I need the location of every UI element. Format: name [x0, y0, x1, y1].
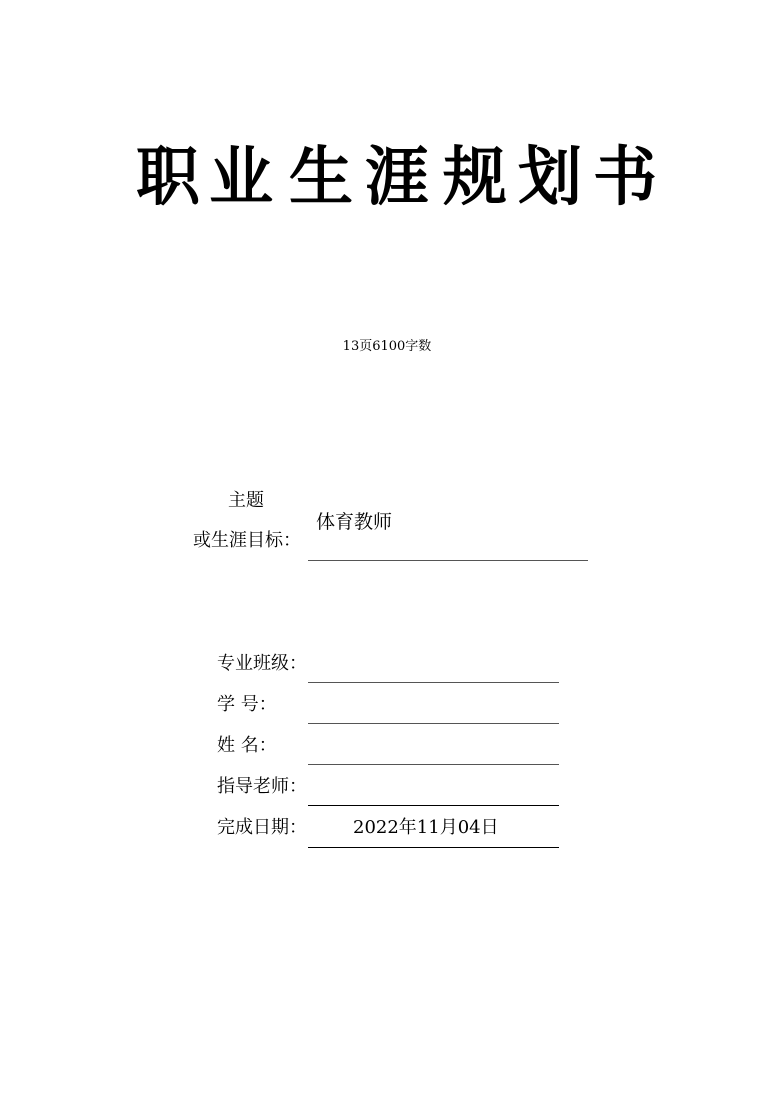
topic-label-line1: 主题 [228, 490, 264, 511]
title-char: 划 [518, 140, 582, 215]
student-id-underline [308, 723, 559, 724]
topic-label-line2: 或生涯目标： [193, 530, 301, 551]
word-count-text: 13页6100字数 [342, 339, 432, 354]
title-char: 书 [593, 140, 657, 215]
completion-date-label: 完成日期： [217, 817, 307, 838]
student-id-label: 学 号： [217, 694, 277, 715]
topic-underline [308, 560, 588, 561]
title-char: 涯 [365, 140, 429, 215]
title-char: 职 [136, 140, 200, 215]
advisor-underline [308, 805, 559, 806]
page-title [0, 138, 774, 218]
title-char: 生 [289, 140, 353, 215]
topic-value: 体育教师 [316, 511, 393, 533]
major-class-label: 专业班级： [217, 653, 307, 674]
completion-date-value: 2022年11月04日 [353, 817, 499, 838]
completion-date-underline [308, 847, 559, 848]
major-class-underline [308, 682, 559, 683]
title-char: 规 [443, 140, 507, 215]
name-underline [308, 764, 559, 765]
name-label: 姓 名： [217, 735, 277, 756]
advisor-label: 指导老师： [217, 776, 307, 797]
title-char: 业 [209, 140, 273, 215]
